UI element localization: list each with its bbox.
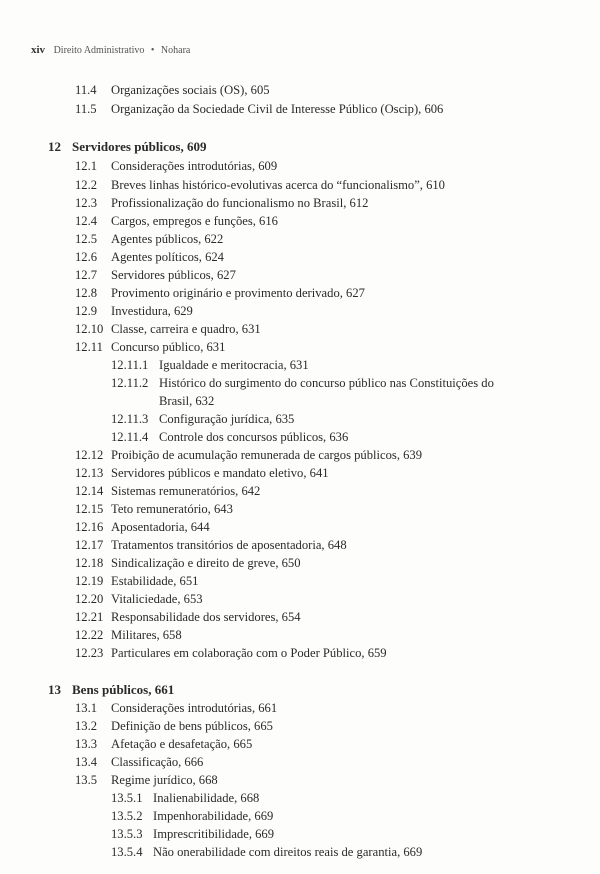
entry-title: Classe, carreira e quadro, 631: [111, 322, 261, 336]
entry-title: Não onerabilidade com direitos reais de garantia, 669: [153, 845, 423, 859]
entry-title-line2: Brasil, 632: [159, 394, 215, 408]
book-title: Direito Administrativo: [53, 45, 145, 56]
entry-title: Cargos, empregos e funções, 616: [111, 214, 278, 228]
entry-number: 12.11.3: [111, 412, 149, 426]
running-header: [31, 44, 190, 56]
entry-title: Imprescritibilidade, 669: [153, 827, 275, 841]
entry-number: 12.10: [75, 322, 104, 336]
page-number: xiv: [31, 44, 46, 56]
entry-title: Estabilidade, 651: [111, 574, 199, 588]
entry-number: 12.15: [75, 502, 104, 516]
author-name: Nohara: [160, 45, 191, 56]
entry-number: 12.5: [75, 232, 98, 246]
entry-title: Organizações sociais (OS), 605: [111, 83, 270, 97]
entry-number: 12.12: [75, 448, 104, 462]
entry-number: 12.11: [75, 340, 103, 354]
entry-title: Igualdade e meritocracia, 631: [159, 358, 309, 372]
entry-number: 13.4: [75, 755, 98, 769]
entry-number: 13.2: [75, 719, 98, 733]
entry-number: 12.20: [75, 592, 104, 606]
entry-title: Responsabilidade dos servidores, 654: [111, 610, 301, 624]
entry-title-line1: Histórico do surgimento do concurso público nas Constituições do: [159, 376, 494, 390]
entry-title: Definição de bens públicos, 665: [111, 719, 273, 733]
entry-title: Militares, 658: [111, 628, 182, 642]
entry-title: Teto remuneratório, 643: [111, 502, 233, 516]
entry-title: Concurso público, 631: [111, 340, 226, 354]
entry-number: 12.7: [75, 268, 98, 282]
entry-number: 13.5.2: [111, 809, 143, 823]
entry-number: 13.5.1: [111, 791, 143, 805]
entry-number: 12.3: [75, 196, 98, 210]
entry-title: Organização da Sociedade Civil de Interesse Público (Oscip), 606: [111, 102, 444, 116]
entry-number: 12.18: [75, 556, 104, 570]
entry-number: 12.1: [75, 159, 98, 173]
entry-title: Servidores públicos e mandato eletivo, 641: [111, 466, 329, 480]
entry-title: Considerações introdutórias, 661: [111, 701, 278, 715]
entry-title: Afetação e desafetação, 665: [111, 737, 253, 751]
entry-number: 13.5: [75, 773, 98, 787]
entry-title: Inalienabilidade, 668: [153, 791, 260, 805]
entry-number: 12.21: [75, 610, 104, 624]
entry-number: 12.22: [75, 628, 104, 642]
entry-number: 12.11.4: [111, 430, 149, 444]
entry-title: Provimento originário e provimento derivado, 627: [111, 286, 365, 300]
entry-number: 12.2: [75, 178, 98, 192]
entry-title: Investidura, 629: [111, 304, 193, 318]
entry-number: 12.8: [75, 286, 98, 300]
entry-number: 12.16: [75, 520, 104, 534]
entry-title: Breves linhas histórico-evolutivas acerca do “funcionalismo”, 610: [111, 178, 445, 192]
entry-number: 13.3: [75, 737, 98, 751]
entry-number: 11.5: [75, 102, 97, 116]
entry-number: 12.11.2: [111, 376, 149, 390]
entry-title: Regime jurídico, 668: [111, 773, 218, 787]
chapter-number: 13: [48, 682, 61, 697]
entry-title: Aposentadoria, 644: [111, 520, 210, 534]
entry-title: Sindicalização e direito de greve, 650: [111, 556, 301, 570]
entry-title: Impenhorabilidade, 669: [153, 809, 274, 823]
entry-title: Tratamentos transitórios de aposentadoria, 648: [111, 538, 347, 552]
entry-number: 13.1: [75, 701, 98, 715]
entry-title: Configuração jurídica, 635: [159, 412, 295, 426]
entry-title: Servidores públicos, 627: [111, 268, 236, 282]
entry-number: 11.4: [75, 83, 97, 97]
entry-title: Classificação, 666: [111, 755, 204, 769]
chapter-number: 12: [48, 139, 61, 154]
entry-number: 12.13: [75, 466, 104, 480]
entry-title: Sistemas remuneratórios, 642: [111, 484, 261, 498]
entry-title: Agentes públicos, 622: [111, 232, 224, 246]
entry-number: 12.11.1: [111, 358, 149, 372]
entry-title: Proibição de acumulação remunerada de cargos públicos, 639: [111, 448, 423, 462]
entry-number: 13.5.3: [111, 827, 143, 841]
entry-title: Considerações introdutórias, 609: [111, 159, 278, 173]
entry-title: Controle dos concursos públicos, 636: [159, 430, 349, 444]
entry-number: 12.9: [75, 304, 98, 318]
entry-number: 13.5.4: [111, 845, 143, 859]
entry-number: 12.14: [75, 484, 104, 498]
entry-title: Profissionalização do funcionalismo no Brasil, 612: [111, 196, 369, 210]
chapter-title: Servidores públicos, 609: [72, 139, 207, 154]
chapter-title: Bens públicos, 661: [72, 682, 175, 697]
entry-number: 12.6: [75, 250, 98, 264]
entry-title: Agentes políticos, 624: [111, 250, 224, 264]
entry-number: 12.23: [75, 646, 104, 660]
header-separator: •: [150, 45, 155, 56]
entry-number: 12.17: [75, 538, 104, 552]
entry-title: Vitaliciedade, 653: [111, 592, 203, 606]
entry-title: Particulares em colaboração com o Poder Público, 659: [111, 646, 387, 660]
entry-number: 12.4: [75, 214, 98, 228]
entry-number: 12.19: [75, 574, 104, 588]
